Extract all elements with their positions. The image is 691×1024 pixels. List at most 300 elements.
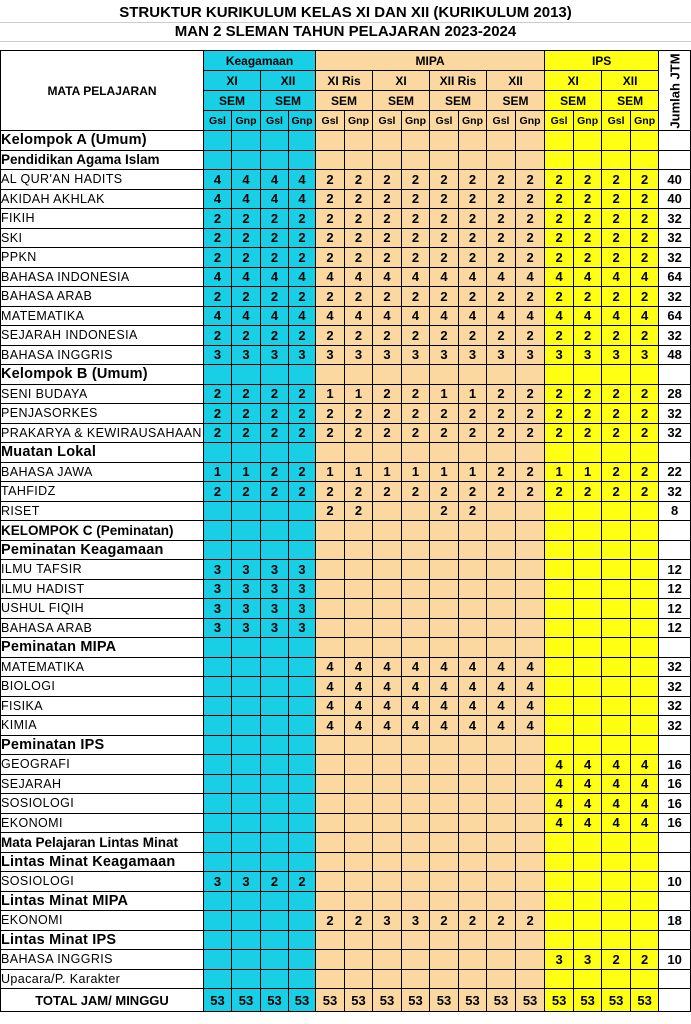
hours-cell: 2 [545, 228, 574, 248]
header-class: XII Ris [430, 71, 487, 91]
hours-cell [373, 443, 402, 463]
hours-cell: 2 [430, 228, 459, 248]
sub-row [1, 833, 691, 853]
hours-cell [574, 131, 602, 151]
total-value: 53 [459, 989, 487, 1012]
hours-cell [345, 638, 373, 658]
hours-cell [430, 930, 459, 950]
hours-cell: 2 [487, 170, 516, 190]
hours-cell: 2 [373, 248, 402, 268]
hours-cell: 4 [373, 716, 402, 736]
hours-cell: 3 [204, 560, 232, 580]
hours-cell: 4 [545, 267, 574, 287]
hours-cell: 2 [487, 911, 516, 931]
hours-cell [487, 501, 516, 521]
subject-label: SKI [1, 228, 204, 248]
hours-cell: 3 [204, 345, 232, 365]
jtm-cell: 32 [659, 326, 691, 346]
hours-cell: 4 [545, 794, 574, 814]
hours-cell [574, 872, 602, 892]
hours-cell: 2 [574, 326, 602, 346]
hours-cell: 2 [345, 287, 373, 307]
hours-cell [232, 794, 261, 814]
total-value: 53 [345, 989, 373, 1012]
hours-cell [373, 774, 402, 794]
hours-cell: 2 [459, 482, 487, 502]
table-row [1, 618, 691, 638]
hours-cell: 2 [459, 228, 487, 248]
hours-cell [232, 735, 261, 755]
header-gsl: Gsl [261, 111, 289, 131]
total-row [1, 989, 691, 1012]
subject-label: SEJARAH [1, 774, 204, 794]
hours-cell [289, 521, 316, 541]
hours-cell [204, 774, 232, 794]
jtm-cell [659, 891, 691, 911]
jtm-cell: 64 [659, 267, 691, 287]
jtm-cell [659, 540, 691, 560]
jtm-cell: 12 [659, 618, 691, 638]
hours-cell [232, 755, 261, 775]
hours-cell [345, 755, 373, 775]
hours-cell [373, 618, 402, 638]
hours-cell [289, 716, 316, 736]
section-heading: Lintas Minat MIPA [1, 891, 204, 911]
hours-cell: 3 [289, 345, 316, 365]
table-row [1, 189, 691, 209]
section-row [1, 852, 691, 872]
section-row [1, 365, 691, 385]
hours-cell [261, 755, 289, 775]
hours-cell [289, 755, 316, 775]
hours-cell [545, 365, 574, 385]
hours-cell: 1 [373, 462, 402, 482]
hours-cell [204, 969, 232, 989]
hours-cell [373, 560, 402, 580]
hours-cell [345, 365, 373, 385]
sub-row [1, 150, 691, 170]
hours-cell: 2 [261, 228, 289, 248]
hours-cell: 3 [232, 599, 261, 619]
hours-cell [459, 774, 487, 794]
hours-cell: 2 [232, 248, 261, 268]
hours-cell [545, 852, 574, 872]
hours-cell [345, 443, 373, 463]
hours-cell [430, 365, 459, 385]
hours-cell [373, 501, 402, 521]
hours-cell: 2 [316, 482, 345, 502]
hours-cell: 1 [459, 462, 487, 482]
hours-cell [631, 501, 659, 521]
hours-cell: 3 [261, 599, 289, 619]
hours-cell: 3 [232, 560, 261, 580]
section-heading: Kelompok B (Umum) [1, 365, 204, 385]
hours-cell: 2 [459, 189, 487, 209]
hours-cell: 2 [402, 287, 430, 307]
hours-cell: 4 [545, 813, 574, 833]
table-row [1, 501, 691, 521]
hours-cell: 4 [516, 267, 545, 287]
hours-cell: 2 [631, 950, 659, 970]
subject-label: SOSIOLOGI [1, 794, 204, 814]
hours-cell [402, 540, 430, 560]
hours-cell [373, 735, 402, 755]
hours-cell: 3 [402, 345, 430, 365]
hours-cell [373, 852, 402, 872]
hours-cell [574, 833, 602, 853]
hours-cell [402, 365, 430, 385]
hours-cell [545, 501, 574, 521]
hours-cell [574, 618, 602, 638]
hours-cell: 2 [345, 189, 373, 209]
hours-cell: 2 [516, 462, 545, 482]
hours-cell: 2 [345, 209, 373, 229]
jtm-cell: 32 [659, 287, 691, 307]
hours-cell: 4 [345, 677, 373, 697]
hours-cell [545, 833, 574, 853]
total-value: 53 [232, 989, 261, 1012]
hours-cell: 4 [459, 677, 487, 697]
hours-cell: 4 [289, 170, 316, 190]
hours-cell: 2 [345, 501, 373, 521]
hours-cell: 4 [316, 696, 345, 716]
hours-cell [261, 638, 289, 658]
header-gsl: Gsl [430, 111, 459, 131]
hours-cell: 2 [316, 911, 345, 931]
hours-cell: 4 [545, 774, 574, 794]
hours-cell: 2 [204, 287, 232, 307]
hours-cell: 3 [316, 345, 345, 365]
section-heading: Muatan Lokal [1, 443, 204, 463]
hours-cell [516, 560, 545, 580]
subject-label: PENJASORKES [1, 404, 204, 424]
hours-cell: 2 [631, 482, 659, 502]
hours-cell: 2 [430, 326, 459, 346]
hours-cell: 2 [459, 287, 487, 307]
hours-cell [430, 521, 459, 541]
hours-cell [545, 891, 574, 911]
hours-cell [204, 638, 232, 658]
jtm-cell [659, 131, 691, 151]
hours-cell [602, 365, 631, 385]
hours-cell [459, 852, 487, 872]
hours-cell [487, 599, 516, 619]
hours-cell: 3 [289, 560, 316, 580]
hours-cell: 4 [459, 716, 487, 736]
hours-cell [487, 443, 516, 463]
hours-cell [316, 560, 345, 580]
hours-cell [430, 540, 459, 560]
hours-cell [373, 969, 402, 989]
hours-cell [487, 833, 516, 853]
hours-cell [373, 131, 402, 151]
hours-cell: 2 [459, 170, 487, 190]
table-row [1, 287, 691, 307]
table-row [1, 170, 691, 190]
hours-cell [574, 599, 602, 619]
hours-cell: 2 [261, 384, 289, 404]
hours-cell: 3 [261, 560, 289, 580]
hours-cell: 2 [602, 950, 631, 970]
plain-row [1, 969, 691, 989]
hours-cell: 4 [204, 189, 232, 209]
hours-cell: 4 [487, 306, 516, 326]
hours-cell: 2 [487, 384, 516, 404]
hours-cell: 2 [345, 248, 373, 268]
hours-cell: 3 [345, 345, 373, 365]
hours-cell: 3 [373, 345, 402, 365]
hours-cell: 1 [316, 462, 345, 482]
hours-cell [487, 521, 516, 541]
hours-cell [487, 930, 516, 950]
hours-cell: 2 [574, 404, 602, 424]
jtm-cell: 32 [659, 209, 691, 229]
hours-cell [373, 930, 402, 950]
hours-cell: 4 [487, 677, 516, 697]
hours-cell [316, 774, 345, 794]
hours-cell [204, 794, 232, 814]
hours-cell: 2 [373, 384, 402, 404]
hours-cell: 3 [232, 345, 261, 365]
hours-cell [574, 501, 602, 521]
hours-cell [602, 696, 631, 716]
hours-cell: 2 [402, 189, 430, 209]
subject-label: RISET [1, 501, 204, 521]
hours-cell: 2 [602, 404, 631, 424]
hours-cell [345, 794, 373, 814]
hours-cell: 2 [316, 423, 345, 443]
hours-cell [459, 638, 487, 658]
hours-cell [459, 365, 487, 385]
subject-label: GEOGRAFI [1, 755, 204, 775]
hours-cell: 2 [289, 482, 316, 502]
hours-cell: 4 [516, 696, 545, 716]
hours-cell: 2 [545, 189, 574, 209]
hours-cell [373, 794, 402, 814]
hours-cell: 2 [289, 384, 316, 404]
hours-cell: 2 [430, 404, 459, 424]
hours-cell: 4 [232, 170, 261, 190]
jtm-cell: 28 [659, 384, 691, 404]
hours-cell [545, 579, 574, 599]
hours-cell: 4 [232, 189, 261, 209]
hours-cell [574, 716, 602, 736]
jtm-cell: 32 [659, 677, 691, 697]
hours-cell [402, 794, 430, 814]
hours-cell: 4 [574, 306, 602, 326]
hours-cell [232, 540, 261, 560]
hours-cell [316, 150, 345, 170]
jtm-cell: 32 [659, 404, 691, 424]
hours-cell [232, 501, 261, 521]
subject-label: PRAKARYA & KEWIRAUSAHAAN [1, 423, 204, 443]
total-value: 53 [402, 989, 430, 1012]
header-gsl: Gsl [373, 111, 402, 131]
hours-cell: 4 [316, 267, 345, 287]
hours-cell [574, 677, 602, 697]
hours-cell: 4 [430, 677, 459, 697]
hours-cell [261, 150, 289, 170]
hours-cell: 4 [261, 189, 289, 209]
hours-cell: 4 [402, 677, 430, 697]
section-heading: Kelompok A (Umum) [1, 131, 204, 151]
hours-cell [631, 852, 659, 872]
hours-cell: 2 [204, 248, 232, 268]
header-jumlah-jtm: Jumlah JTM [659, 51, 691, 131]
hours-cell [345, 774, 373, 794]
hours-cell: 4 [204, 170, 232, 190]
jtm-cell [659, 443, 691, 463]
hours-cell: 2 [459, 501, 487, 521]
hours-cell: 4 [430, 306, 459, 326]
hours-cell [574, 696, 602, 716]
subject-label: BAHASA ARAB [1, 287, 204, 307]
hours-cell [631, 365, 659, 385]
hours-cell [345, 950, 373, 970]
jtm-cell: 16 [659, 794, 691, 814]
hours-cell [602, 560, 631, 580]
hours-cell: 3 [574, 950, 602, 970]
hours-cell: 2 [516, 482, 545, 502]
hours-cell: 2 [204, 384, 232, 404]
hours-cell [289, 365, 316, 385]
hours-cell [345, 852, 373, 872]
jtm-cell: 32 [659, 696, 691, 716]
header-sem: SEM [430, 91, 487, 111]
hours-cell [232, 969, 261, 989]
total-value: 53 [430, 989, 459, 1012]
header-class: XII [487, 71, 545, 91]
hours-cell [430, 150, 459, 170]
section-heading: Lintas Minat IPS [1, 930, 204, 950]
hours-cell: 1 [316, 384, 345, 404]
hours-cell [459, 891, 487, 911]
hours-cell [261, 657, 289, 677]
hours-cell [545, 969, 574, 989]
hours-cell: 4 [345, 306, 373, 326]
hours-cell: 2 [631, 228, 659, 248]
hours-cell: 4 [316, 677, 345, 697]
total-value: 53 [516, 989, 545, 1012]
hours-cell [402, 755, 430, 775]
hours-cell [430, 852, 459, 872]
hours-cell: 3 [261, 579, 289, 599]
hours-cell: 2 [289, 423, 316, 443]
table-row [1, 657, 691, 677]
hours-cell [602, 891, 631, 911]
hours-cell [545, 443, 574, 463]
subject-label: BAHASA JAWA [1, 462, 204, 482]
hours-cell: 2 [516, 911, 545, 931]
hours-cell [459, 833, 487, 853]
hours-cell [402, 599, 430, 619]
hours-cell [459, 930, 487, 950]
hours-cell: 4 [631, 267, 659, 287]
hours-cell [261, 716, 289, 736]
header-gnp: Gnp [402, 111, 430, 131]
hours-cell [631, 638, 659, 658]
table-row [1, 794, 691, 814]
hours-cell: 2 [316, 326, 345, 346]
hours-cell [545, 677, 574, 697]
hours-cell: 2 [345, 423, 373, 443]
hours-cell: 4 [487, 657, 516, 677]
hours-cell [487, 950, 516, 970]
header-gnp: Gnp [631, 111, 659, 131]
hours-cell: 2 [545, 287, 574, 307]
hours-cell: 4 [487, 267, 516, 287]
hours-cell [602, 501, 631, 521]
hours-cell: 2 [261, 482, 289, 502]
hours-cell [487, 150, 516, 170]
hours-cell [345, 579, 373, 599]
hours-cell [402, 521, 430, 541]
hours-cell: 2 [516, 384, 545, 404]
hours-cell [204, 677, 232, 697]
jtm-cell: 10 [659, 872, 691, 892]
hours-cell [602, 677, 631, 697]
hours-cell [402, 950, 430, 970]
hours-cell: 3 [289, 579, 316, 599]
hours-cell: 2 [574, 170, 602, 190]
hours-cell [232, 813, 261, 833]
hours-cell [516, 501, 545, 521]
hours-cell: 1 [204, 462, 232, 482]
hours-cell: 2 [487, 189, 516, 209]
hours-cell: 2 [516, 228, 545, 248]
hours-cell: 4 [289, 267, 316, 287]
hours-cell [289, 950, 316, 970]
hours-cell [289, 813, 316, 833]
hours-cell [487, 579, 516, 599]
subject-label: EKONOMI [1, 911, 204, 931]
hours-cell [232, 521, 261, 541]
hours-cell [345, 833, 373, 853]
hours-cell [316, 950, 345, 970]
hours-cell: 2 [261, 209, 289, 229]
hours-cell [402, 813, 430, 833]
jtm-cell: 40 [659, 170, 691, 190]
jtm-cell: 32 [659, 248, 691, 268]
hours-cell [516, 969, 545, 989]
hours-cell [545, 911, 574, 931]
hours-cell: 3 [232, 872, 261, 892]
hours-cell: 2 [373, 482, 402, 502]
jtm-cell: 16 [659, 813, 691, 833]
total-label: TOTAL JAM/ MINGGU [1, 989, 204, 1012]
hours-cell [430, 950, 459, 970]
hours-cell [487, 560, 516, 580]
hours-cell: 2 [574, 209, 602, 229]
hours-cell: 4 [430, 657, 459, 677]
hours-cell [430, 872, 459, 892]
hours-cell: 1 [402, 462, 430, 482]
hours-cell: 2 [204, 482, 232, 502]
hours-cell [204, 930, 232, 950]
hours-cell [516, 872, 545, 892]
hours-cell: 4 [574, 794, 602, 814]
total-value: 53 [602, 989, 631, 1012]
hours-cell: 2 [459, 404, 487, 424]
table-body [1, 131, 691, 989]
hours-cell [631, 891, 659, 911]
hours-cell: 2 [402, 228, 430, 248]
hours-cell [402, 150, 430, 170]
hours-cell [459, 755, 487, 775]
hours-cell [631, 735, 659, 755]
total-value: 53 [545, 989, 574, 1012]
hours-cell [574, 560, 602, 580]
